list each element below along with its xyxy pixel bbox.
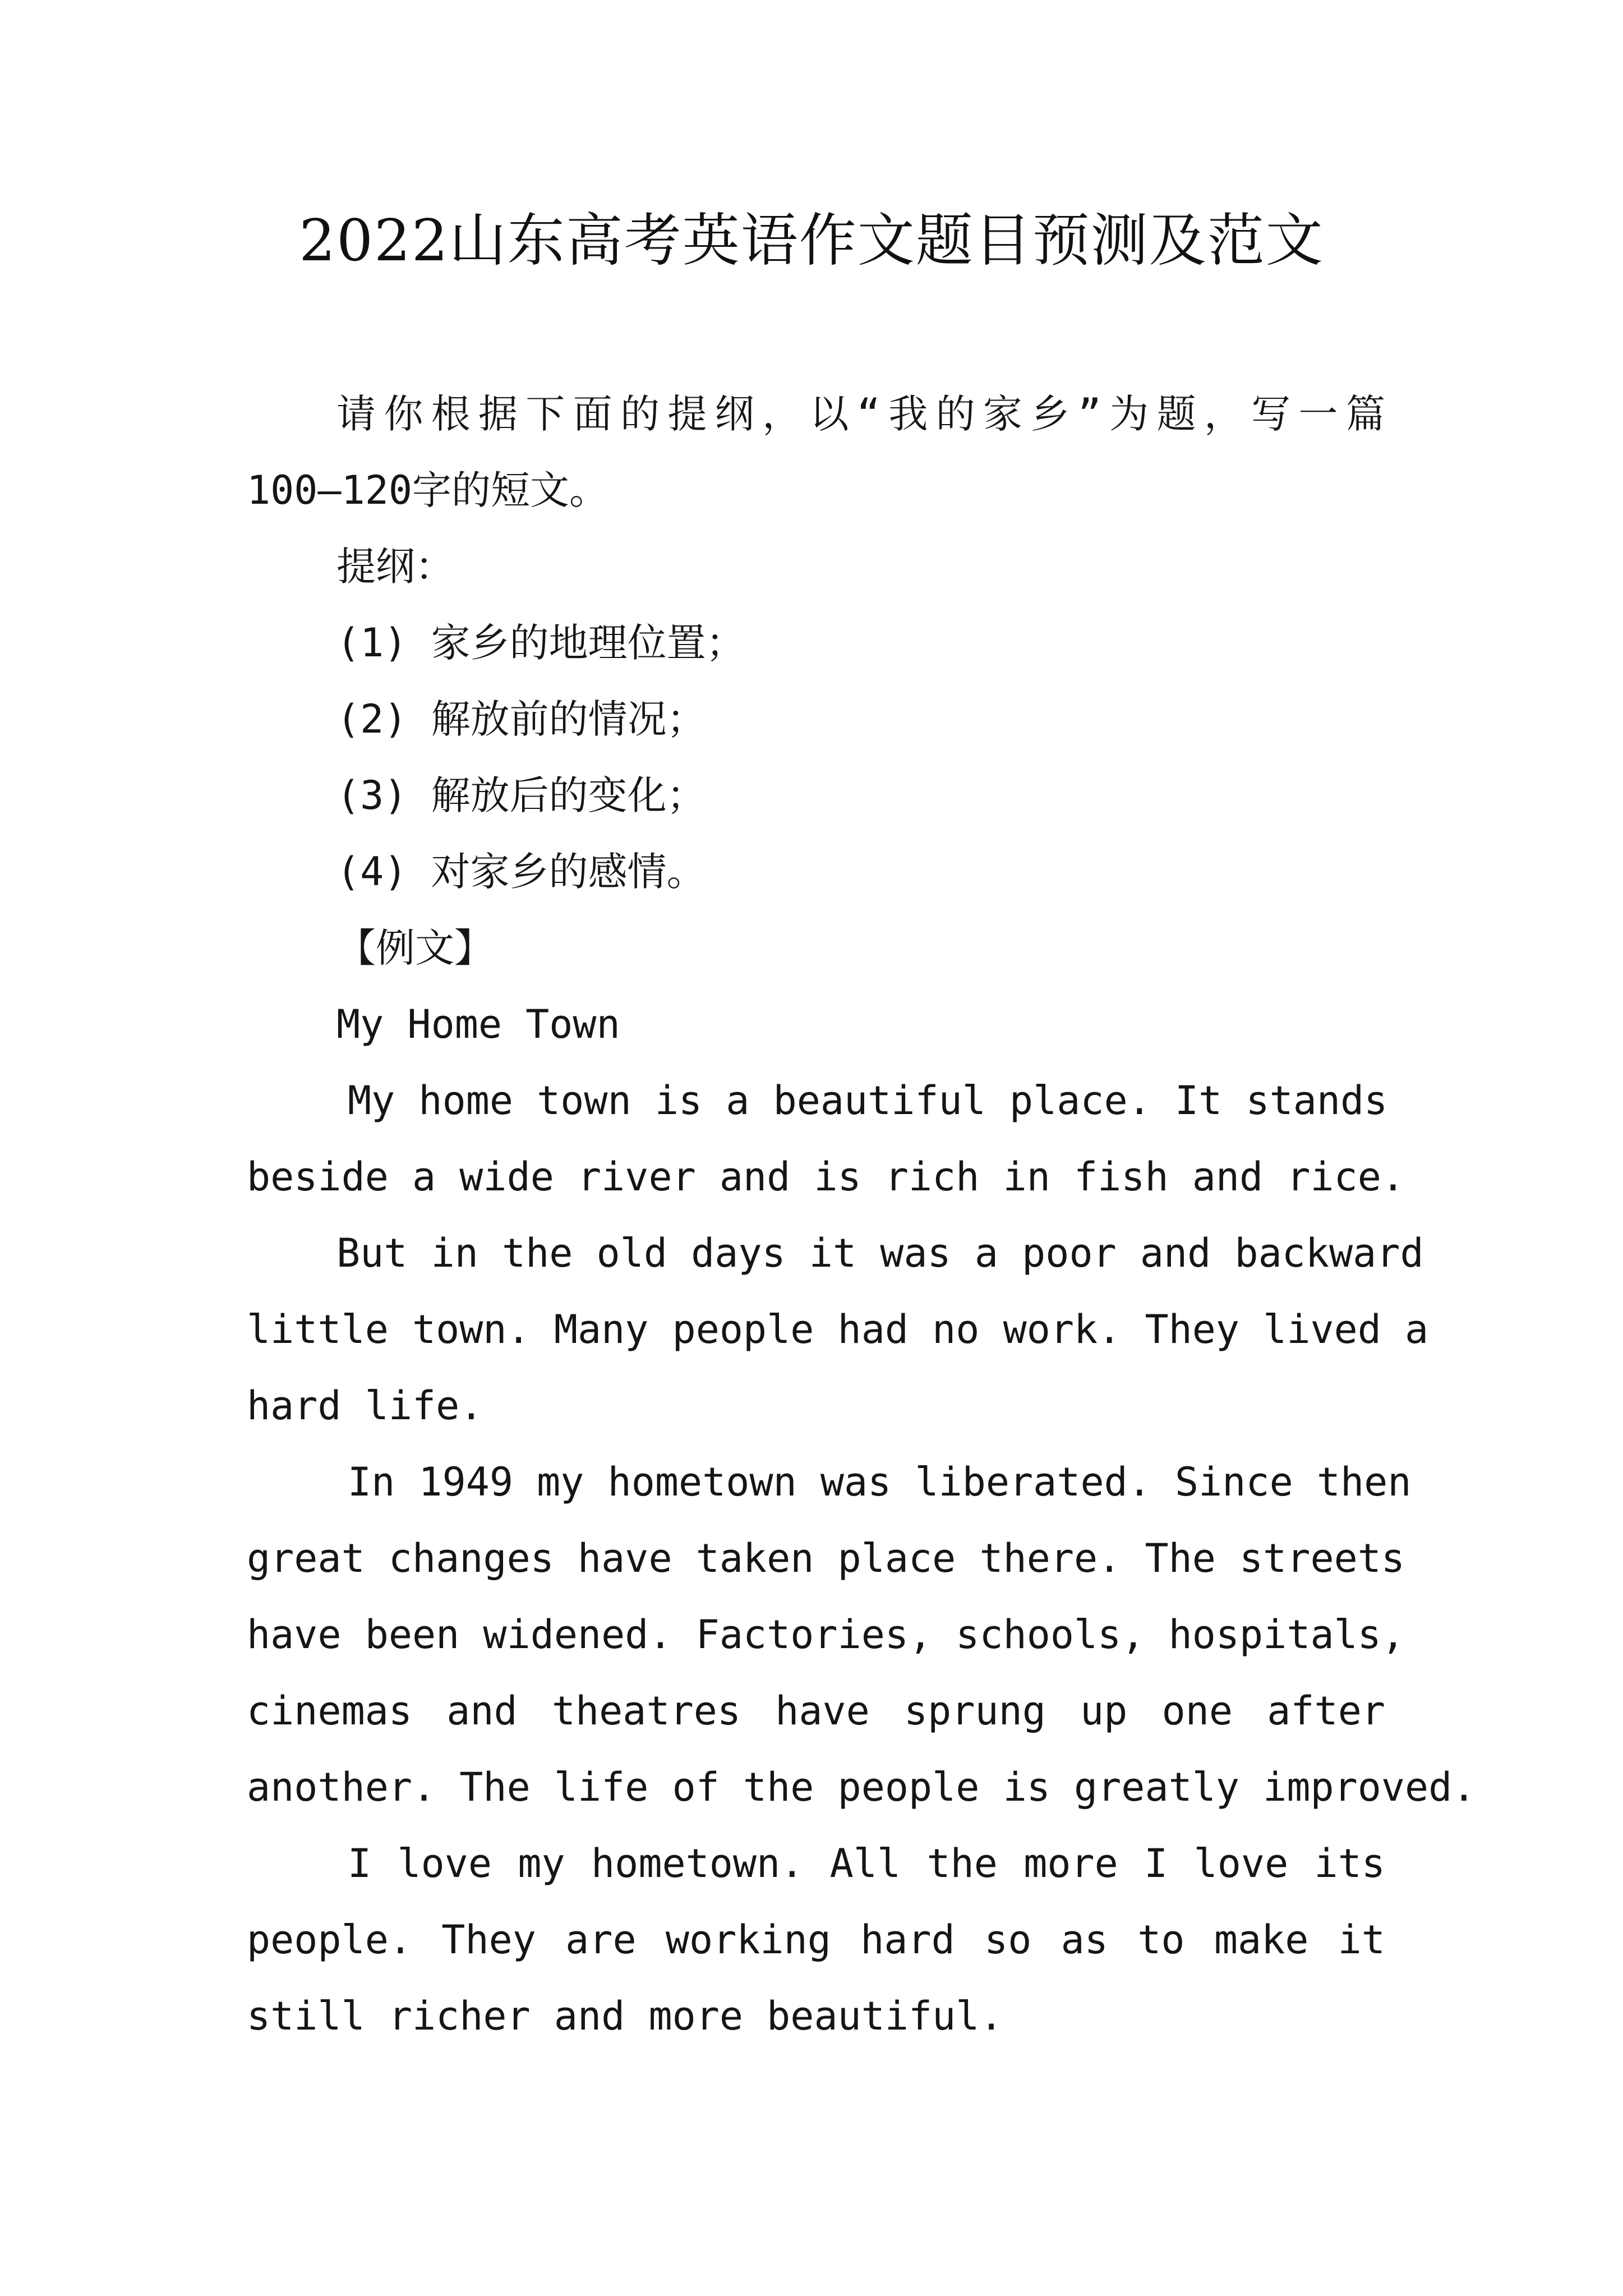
essay-line: My home town is a beautiful place. It stands — [348, 1078, 1388, 1124]
prompt-line-2: 100—120字的短文。 — [247, 467, 609, 513]
essay-line: people. They are working hard so as to make it — [247, 1917, 1385, 1963]
outline-item-4: (4) 对家乡的感情。 — [336, 849, 706, 895]
essay-line: beside a wide river and is rich in fish and rice. — [247, 1154, 1405, 1200]
essay-line: But in the old days it was a poor and backward — [336, 1230, 1424, 1276]
essay-line: cinemas and theatres have sprung up one after — [247, 1688, 1385, 1734]
essay-line: still richer and more beautiful. — [247, 1993, 1003, 2039]
essay-line: I love my hometown. All the more I love its — [348, 1841, 1385, 1887]
essay-line: In 1949 my hometown was liberated. Since then — [348, 1459, 1412, 1505]
essay-line: great changes have taken place there. The streets — [247, 1535, 1405, 1581]
essay-line: hard life. — [247, 1383, 483, 1429]
outline-item-3: (3) 解放后的变化； — [336, 772, 706, 818]
outline-item-1: (1) 家乡的地理位置； — [336, 620, 745, 666]
essay-line: have been widened. Factories, schools, hospitals, — [247, 1612, 1405, 1658]
essay-line: another. The life of the people is greatly improved. — [247, 1764, 1476, 1810]
essay-title: My Home Town — [336, 1001, 620, 1047]
example-label: 【例文】 — [336, 925, 494, 971]
outline-label: 提纲： — [336, 544, 454, 590]
essay-line: little town. Many people had no work. They lived a — [247, 1306, 1429, 1352]
document-title: 2022山东高考英语作文题目预测及范文 — [299, 208, 1324, 274]
outline-item-2: (2) 解放前的情况； — [336, 696, 706, 742]
prompt-line-1: 请你根据下面的提纲，以“我的家乡”为题，写一篇 — [336, 391, 1385, 437]
